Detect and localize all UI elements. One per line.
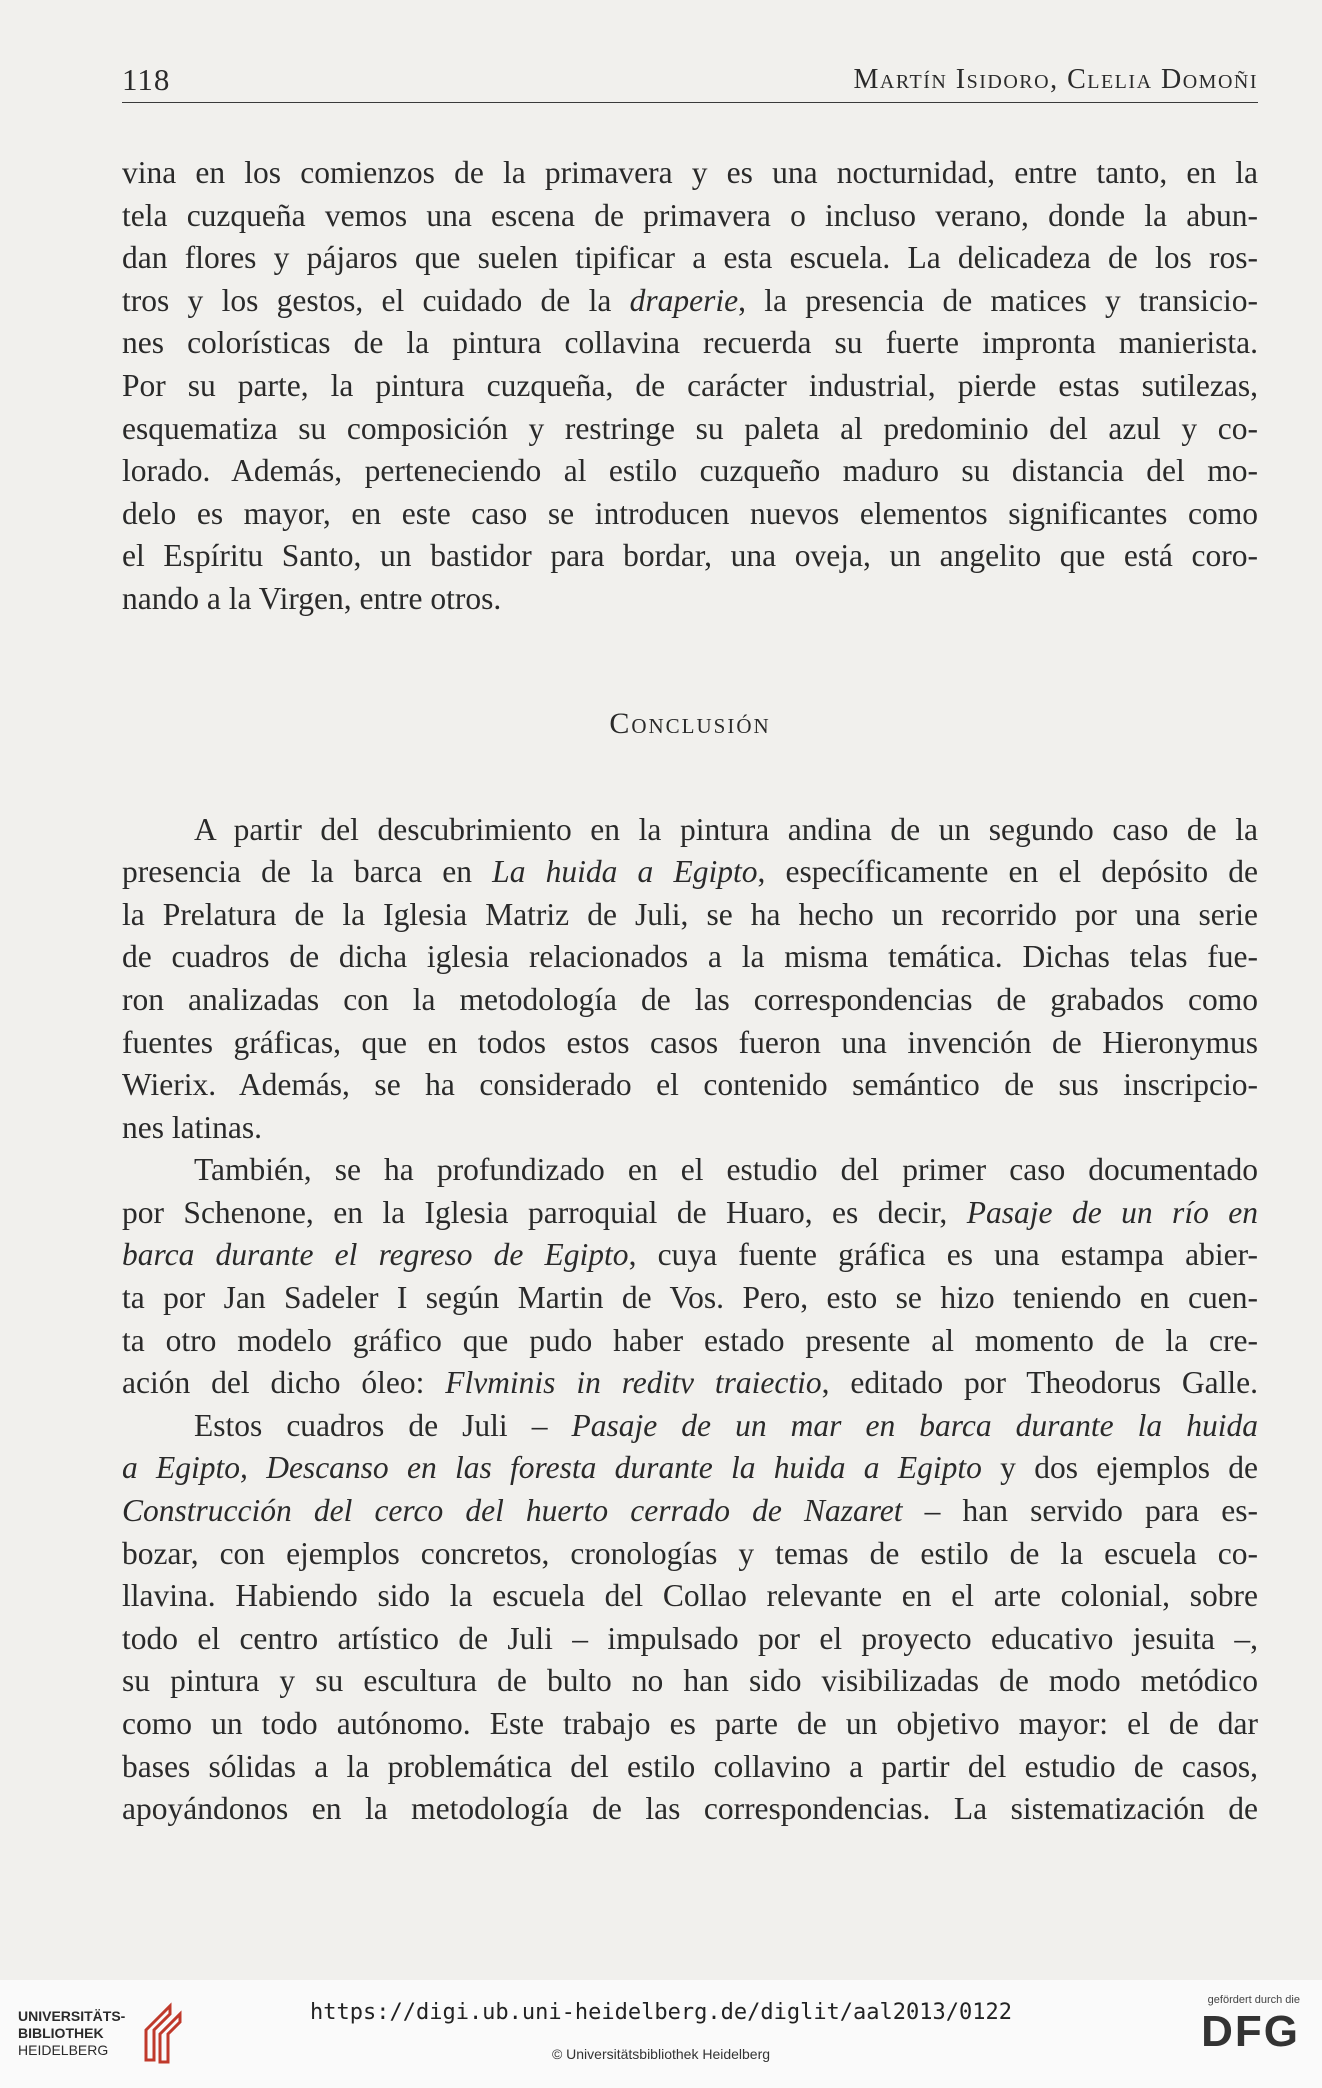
text-line: ta por Jan Sadeler I según Martin de Vos. Pero, esto se hizo teniendo en cuen- bbox=[122, 1280, 1258, 1316]
text-line: nes latinas. bbox=[122, 1109, 262, 1145]
text-line: Por su parte, la pintura cuzqueña, de carácter industrial, pierde estas sutilezas, bbox=[122, 367, 1258, 403]
text-line: bases sólidas a la problemática del estilo collavino a partir del estudio de casos, bbox=[122, 1748, 1258, 1784]
text-line: tela cuzqueña vemos una escena de primavera o incluso verano, donde la abun- bbox=[122, 197, 1258, 233]
italic-title: a Egipto, Descanso en las foresta durante la huida a Egipto bbox=[122, 1450, 982, 1486]
italic-title: Flvminis in reditv traiectio bbox=[445, 1365, 822, 1401]
text-line: delo es mayor, en este caso se introducen nuevos elementos significantes como bbox=[122, 495, 1258, 531]
text-line: Wierix. Además, se ha considerado el contenido semántico de sus inscripcio- bbox=[122, 1067, 1258, 1103]
italic-title: barca durante el regreso de Egipto bbox=[122, 1237, 629, 1273]
text-line: Estos cuadros de Juli – Pasaje de un mar en barca durante la huida bbox=[194, 1407, 1258, 1443]
text-line: También, se ha profundizado en el estudio del primer caso documentado bbox=[194, 1152, 1258, 1188]
italic-title: Construcción del cerco del huerto cerrado de Nazaret bbox=[122, 1493, 903, 1529]
dfg-logo-text: DFG bbox=[1201, 2007, 1300, 2056]
text-line: fuentes gráficas, que en todos estos casos fueron una invención de Hieronymus bbox=[122, 1024, 1258, 1060]
text-line: la Prelatura de la Iglesia Matriz de Juli, se ha hecho un recorrido por una serie bbox=[122, 896, 1258, 932]
text-line: apoyándonos en la metodología de las correspondencias. La sistematización de bbox=[122, 1791, 1258, 1827]
text-line: lorado. Además, perteneciendo al estilo cuzqueño maduro su distancia del mo- bbox=[122, 453, 1258, 489]
text-line: nando a la Virgen, entre otros. bbox=[122, 580, 502, 616]
text-line: por Schenone, en la Iglesia parroquial de Huaro, es decir, Pasaje de un río en bbox=[122, 1194, 1258, 1230]
permalink-url[interactable]: https://digi.ub.uni-heidelberg.de/diglit/aal2013/0122 bbox=[310, 2000, 1012, 2025]
body-text bbox=[122, 152, 1258, 1831]
text-line: bozar, con ejemplos concretos, cronologías y temas de estilo de la escuela co- bbox=[122, 1535, 1258, 1571]
text-line: dan flores y pájaros que suelen tipificar a esta escuela. La delicadeza de los ros- bbox=[122, 240, 1258, 276]
paragraph bbox=[122, 1405, 1258, 1831]
text-line: Construcción del cerco del huerto cerrado de Nazaret – han servido para es- bbox=[122, 1493, 1258, 1529]
paragraph bbox=[122, 809, 1258, 1150]
text-line: ta otro modelo gráfico que pudo haber estado presente al momento de la cre- bbox=[122, 1322, 1258, 1358]
viewer-footer bbox=[0, 1980, 1322, 2088]
funding-logo[interactable] bbox=[1170, 1994, 1300, 2074]
italic-term: draperie bbox=[629, 282, 739, 318]
copyright-notice: © Universitätsbibliothek Heidelberg bbox=[551, 2046, 771, 2062]
text-line: nes colorísticas de la pintura collavina recuerda su fuerte impronta manierista. bbox=[122, 325, 1258, 361]
page-number: 118 bbox=[122, 62, 171, 97]
text-line: el Espíritu Santo, un bastidor para bordar, una oveja, un angelito que está coro- bbox=[122, 538, 1258, 574]
text-line: A partir del descubrimiento en la pintura andina de un segundo caso de la bbox=[194, 811, 1258, 847]
italic-title: La huida a Egipto bbox=[492, 854, 758, 890]
text-line: a Egipto, Descanso en las foresta durante la huida a Egipto y dos ejemplos de bbox=[122, 1450, 1258, 1486]
funding-label: gefördert durch die bbox=[1207, 1994, 1300, 2006]
text-line: todo el centro artístico de Juli – impulsado por el proyecto educativo jesuita –, bbox=[122, 1620, 1258, 1656]
text-line: llavina. Habiendo sido la escuela del Collao relevante en el arte colonial, sobre bbox=[122, 1578, 1258, 1614]
text-line: de cuadros de dicha iglesia relacionados a la misma temática. Dichas telas fue- bbox=[122, 939, 1258, 975]
text-line: presencia de la barca en La huida a Egipto, específicamente en el depósito de bbox=[122, 854, 1258, 890]
italic-title: Pasaje de un río en bbox=[966, 1194, 1258, 1230]
text-line: ación del dicho óleo: Flvminis in reditv traiectio, editado por Theodorus Galle. bbox=[122, 1365, 1258, 1401]
paragraph bbox=[122, 152, 1258, 621]
text-line: barca durante el regreso de Egipto, cuya fuente gráfica es una estampa abier- bbox=[122, 1237, 1258, 1273]
text-line: como un todo autónomo. Este trabajo es parte de un objetivo mayor: el de dar bbox=[122, 1706, 1258, 1741]
running-head-authors: Martín Isidoro, Clelia Domoñi bbox=[853, 64, 1258, 95]
library-name: UNIVERSITÄTS- BIBLIOTHEK HEIDELBERG bbox=[18, 2008, 126, 2058]
italic-title: Pasaje de un mar en barca durante la huida bbox=[571, 1407, 1258, 1443]
text-line: ron analizadas con la metodología de las correspondencias de grabados como bbox=[122, 981, 1258, 1017]
text-line: esquematiza su composición y restringe su paleta al predominio del azul y co- bbox=[122, 410, 1258, 446]
text-line: su pintura y su escultura de bulto no han sido visibilizadas de modo metódico bbox=[122, 1663, 1258, 1699]
section-heading: Conclusión bbox=[609, 706, 771, 740]
paragraph bbox=[122, 1149, 1258, 1405]
text-line: tros y los gestos, el cuidado de la draperie, la presencia de matices y transicio- bbox=[122, 282, 1258, 318]
running-head bbox=[122, 58, 1258, 103]
text-line: vina en los comienzos de la primavera y es una nocturnidad, entre tanto, en la bbox=[122, 155, 1258, 190]
